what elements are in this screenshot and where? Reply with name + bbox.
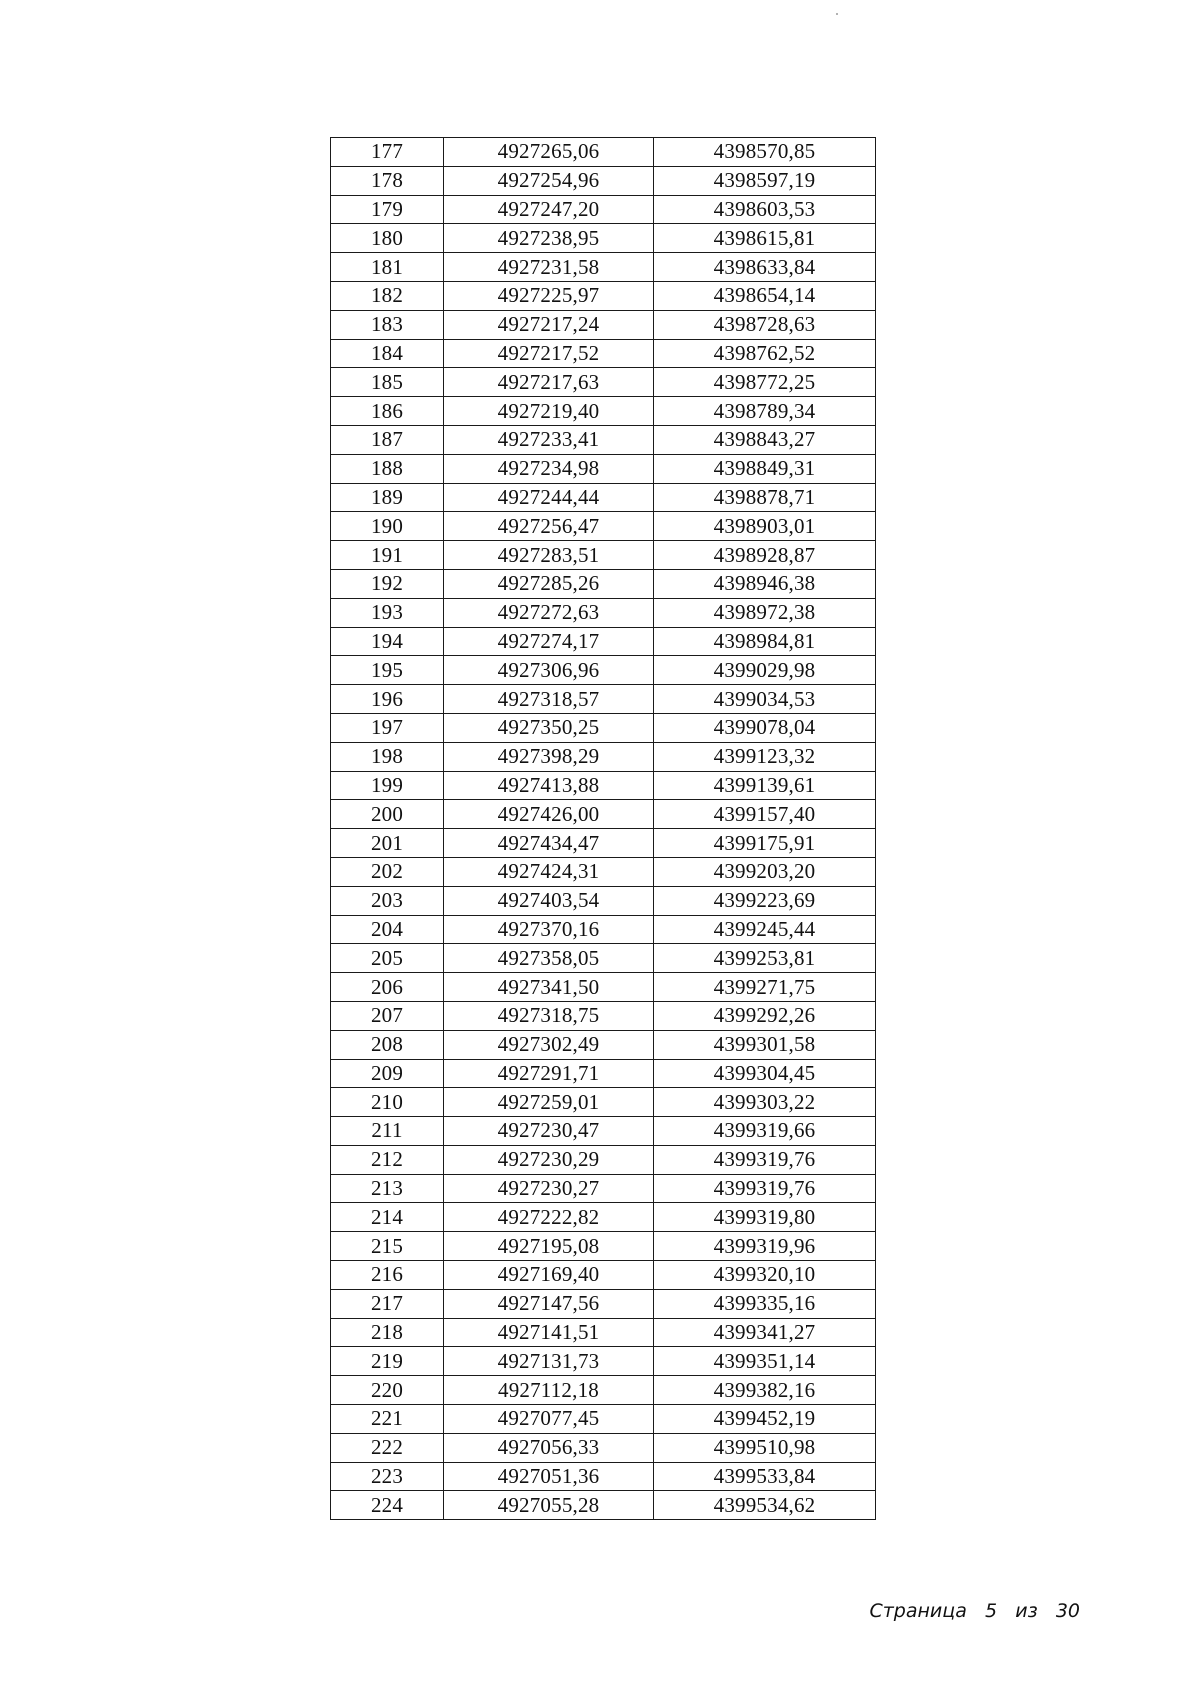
table-row [331, 253, 876, 282]
x-coordinate-cell: 4927398,29 [444, 742, 654, 771]
y-coordinate-cell: 4399533,84 [654, 1462, 876, 1491]
point-number-cell: 209 [331, 1059, 444, 1088]
table-row [331, 1030, 876, 1059]
y-coordinate-cell: 4399320,10 [654, 1261, 876, 1290]
y-coordinate-cell: 4399303,22 [654, 1088, 876, 1117]
y-coordinate-cell: 4399271,75 [654, 973, 876, 1002]
point-number-cell: 205 [331, 944, 444, 973]
x-coordinate-cell: 4927274,17 [444, 627, 654, 656]
x-coordinate-cell: 4927426,00 [444, 800, 654, 829]
table-row [331, 656, 876, 685]
y-coordinate-cell: 4399253,81 [654, 944, 876, 973]
table-row [331, 1491, 876, 1520]
y-coordinate-cell: 4398728,63 [654, 310, 876, 339]
point-number-cell: 217 [331, 1289, 444, 1318]
table-row [331, 713, 876, 742]
point-number-cell: 188 [331, 454, 444, 483]
point-number-cell: 211 [331, 1117, 444, 1146]
point-number-cell: 187 [331, 425, 444, 454]
table-row [331, 512, 876, 541]
table-row [331, 224, 876, 253]
y-coordinate-cell: 4399203,20 [654, 857, 876, 886]
point-number-cell: 179 [331, 195, 444, 224]
point-number-cell: 192 [331, 569, 444, 598]
x-coordinate-cell: 4927341,50 [444, 973, 654, 1002]
x-coordinate-cell: 4927195,08 [444, 1232, 654, 1261]
x-coordinate-cell: 4927231,58 [444, 253, 654, 282]
table-row [331, 483, 876, 512]
table-row [331, 195, 876, 224]
point-number-cell: 201 [331, 829, 444, 858]
y-coordinate-cell: 4398972,38 [654, 598, 876, 627]
y-coordinate-cell: 4399123,32 [654, 742, 876, 771]
y-coordinate-cell: 4398570,85 [654, 138, 876, 167]
table-row [331, 857, 876, 886]
y-coordinate-cell: 4399223,69 [654, 886, 876, 915]
x-coordinate-cell: 4927285,26 [444, 569, 654, 598]
y-coordinate-cell: 4398789,34 [654, 397, 876, 426]
point-number-cell: 183 [331, 310, 444, 339]
table-row [331, 598, 876, 627]
coordinates-table-body [331, 138, 876, 1520]
point-number-cell: 210 [331, 1088, 444, 1117]
point-number-cell: 220 [331, 1376, 444, 1405]
x-coordinate-cell: 4927256,47 [444, 512, 654, 541]
scan-speck [836, 13, 838, 15]
point-number-cell: 223 [331, 1462, 444, 1491]
table-row [331, 1232, 876, 1261]
x-coordinate-cell: 4927056,33 [444, 1433, 654, 1462]
y-coordinate-cell: 4399319,80 [654, 1203, 876, 1232]
table-row [331, 281, 876, 310]
y-coordinate-cell: 4398633,84 [654, 253, 876, 282]
page-label: Страница [869, 1600, 967, 1622]
point-number-cell: 212 [331, 1145, 444, 1174]
point-number-cell: 221 [331, 1405, 444, 1434]
table-row [331, 166, 876, 195]
table-row [331, 569, 876, 598]
y-coordinate-cell: 4399034,53 [654, 685, 876, 714]
x-coordinate-cell: 4927217,24 [444, 310, 654, 339]
table-row [331, 1376, 876, 1405]
point-number-cell: 194 [331, 627, 444, 656]
x-coordinate-cell: 4927238,95 [444, 224, 654, 253]
point-number-cell: 189 [331, 483, 444, 512]
point-number-cell: 193 [331, 598, 444, 627]
y-coordinate-cell: 4399157,40 [654, 800, 876, 829]
point-number-cell: 186 [331, 397, 444, 426]
y-coordinate-cell: 4398654,14 [654, 281, 876, 310]
y-coordinate-cell: 4398903,01 [654, 512, 876, 541]
table-row [331, 973, 876, 1002]
table-row [331, 1117, 876, 1146]
x-coordinate-cell: 4927318,57 [444, 685, 654, 714]
x-coordinate-cell: 4927141,51 [444, 1318, 654, 1347]
table-row [331, 886, 876, 915]
x-coordinate-cell: 4927283,51 [444, 541, 654, 570]
page-total: 30 [1055, 1600, 1080, 1622]
point-number-cell: 200 [331, 800, 444, 829]
x-coordinate-cell: 4927169,40 [444, 1261, 654, 1290]
point-number-cell: 180 [331, 224, 444, 253]
y-coordinate-cell: 4399078,04 [654, 713, 876, 742]
point-number-cell: 204 [331, 915, 444, 944]
y-coordinate-cell: 4399245,44 [654, 915, 876, 944]
x-coordinate-cell: 4927147,56 [444, 1289, 654, 1318]
table-row [331, 1145, 876, 1174]
x-coordinate-cell: 4927233,41 [444, 425, 654, 454]
table-row [331, 1203, 876, 1232]
x-coordinate-cell: 4927424,31 [444, 857, 654, 886]
point-number-cell: 196 [331, 685, 444, 714]
x-coordinate-cell: 4927403,54 [444, 886, 654, 915]
y-coordinate-cell: 4399029,98 [654, 656, 876, 685]
point-number-cell: 222 [331, 1433, 444, 1462]
table-row [331, 1059, 876, 1088]
point-number-cell: 195 [331, 656, 444, 685]
y-coordinate-cell: 4399335,16 [654, 1289, 876, 1318]
y-coordinate-cell: 4399319,96 [654, 1232, 876, 1261]
point-number-cell: 182 [331, 281, 444, 310]
x-coordinate-cell: 4927272,63 [444, 598, 654, 627]
y-coordinate-cell: 4399341,27 [654, 1318, 876, 1347]
y-coordinate-cell: 4398946,38 [654, 569, 876, 598]
point-number-cell: 191 [331, 541, 444, 570]
x-coordinate-cell: 4927413,88 [444, 771, 654, 800]
table-row [331, 1088, 876, 1117]
point-number-cell: 185 [331, 368, 444, 397]
table-row [331, 915, 876, 944]
x-coordinate-cell: 4927217,63 [444, 368, 654, 397]
table-row [331, 397, 876, 426]
point-number-cell: 184 [331, 339, 444, 368]
x-coordinate-cell: 4927219,40 [444, 397, 654, 426]
y-coordinate-cell: 4398597,19 [654, 166, 876, 195]
y-coordinate-cell: 4398615,81 [654, 224, 876, 253]
y-coordinate-cell: 4398772,25 [654, 368, 876, 397]
table-row [331, 771, 876, 800]
y-coordinate-cell: 4399319,66 [654, 1117, 876, 1146]
point-number-cell: 207 [331, 1001, 444, 1030]
x-coordinate-cell: 4927370,16 [444, 915, 654, 944]
x-coordinate-cell: 4927222,82 [444, 1203, 654, 1232]
table-row [331, 800, 876, 829]
x-coordinate-cell: 4927302,49 [444, 1030, 654, 1059]
y-coordinate-cell: 4399351,14 [654, 1347, 876, 1376]
x-coordinate-cell: 4927230,29 [444, 1145, 654, 1174]
point-number-cell: 197 [331, 713, 444, 742]
x-coordinate-cell: 4927244,44 [444, 483, 654, 512]
page-of-label: из [1015, 1600, 1038, 1622]
point-number-cell: 213 [331, 1174, 444, 1203]
x-coordinate-cell: 4927234,98 [444, 454, 654, 483]
y-coordinate-cell: 4399304,45 [654, 1059, 876, 1088]
x-coordinate-cell: 4927247,20 [444, 195, 654, 224]
x-coordinate-cell: 4927112,18 [444, 1376, 654, 1405]
x-coordinate-cell: 4927217,52 [444, 339, 654, 368]
point-number-cell: 216 [331, 1261, 444, 1290]
point-number-cell: 206 [331, 973, 444, 1002]
y-coordinate-cell: 4398984,81 [654, 627, 876, 656]
y-coordinate-cell: 4399534,62 [654, 1491, 876, 1520]
point-number-cell: 218 [331, 1318, 444, 1347]
point-number-cell: 198 [331, 742, 444, 771]
y-coordinate-cell: 4398762,52 [654, 339, 876, 368]
table-row [331, 541, 876, 570]
table-row [331, 1261, 876, 1290]
point-number-cell: 215 [331, 1232, 444, 1261]
point-number-cell: 214 [331, 1203, 444, 1232]
x-coordinate-cell: 4927318,75 [444, 1001, 654, 1030]
x-coordinate-cell: 4927291,71 [444, 1059, 654, 1088]
point-number-cell: 224 [331, 1491, 444, 1520]
y-coordinate-cell: 4399510,98 [654, 1433, 876, 1462]
table-row [331, 742, 876, 771]
x-coordinate-cell: 4927306,96 [444, 656, 654, 685]
point-number-cell: 177 [331, 138, 444, 167]
y-coordinate-cell: 4399175,91 [654, 829, 876, 858]
table-row [331, 310, 876, 339]
x-coordinate-cell: 4927230,47 [444, 1117, 654, 1146]
y-coordinate-cell: 4398878,71 [654, 483, 876, 512]
x-coordinate-cell: 4927254,96 [444, 166, 654, 195]
x-coordinate-cell: 4927077,45 [444, 1405, 654, 1434]
table-row [331, 339, 876, 368]
point-number-cell: 178 [331, 166, 444, 195]
table-row [331, 685, 876, 714]
y-coordinate-cell: 4398603,53 [654, 195, 876, 224]
point-number-cell: 203 [331, 886, 444, 915]
y-coordinate-cell: 4399452,19 [654, 1405, 876, 1434]
table-row [331, 1318, 876, 1347]
y-coordinate-cell: 4399301,58 [654, 1030, 876, 1059]
x-coordinate-cell: 4927434,47 [444, 829, 654, 858]
page-number: 5 [984, 1600, 998, 1622]
y-coordinate-cell: 4399292,26 [654, 1001, 876, 1030]
table-row [331, 1001, 876, 1030]
x-coordinate-cell: 4927265,06 [444, 138, 654, 167]
x-coordinate-cell: 4927055,28 [444, 1491, 654, 1520]
point-number-cell: 219 [331, 1347, 444, 1376]
table-row [331, 1462, 876, 1491]
table-row [331, 425, 876, 454]
y-coordinate-cell: 4398843,27 [654, 425, 876, 454]
point-number-cell: 199 [331, 771, 444, 800]
y-coordinate-cell: 4399382,16 [654, 1376, 876, 1405]
y-coordinate-cell: 4399319,76 [654, 1145, 876, 1174]
y-coordinate-cell: 4398928,87 [654, 541, 876, 570]
table-row [331, 1405, 876, 1434]
table-row [331, 368, 876, 397]
x-coordinate-cell: 4927358,05 [444, 944, 654, 973]
table-row [331, 1433, 876, 1462]
table-row [331, 944, 876, 973]
point-number-cell: 181 [331, 253, 444, 282]
point-number-cell: 208 [331, 1030, 444, 1059]
x-coordinate-cell: 4927350,25 [444, 713, 654, 742]
table-row [331, 138, 876, 167]
x-coordinate-cell: 4927131,73 [444, 1347, 654, 1376]
x-coordinate-cell: 4927051,36 [444, 1462, 654, 1491]
y-coordinate-cell: 4399319,76 [654, 1174, 876, 1203]
table-row [331, 1174, 876, 1203]
table-row [331, 627, 876, 656]
table-row [331, 454, 876, 483]
x-coordinate-cell: 4927230,27 [444, 1174, 654, 1203]
table-row [331, 1347, 876, 1376]
table-row [331, 1289, 876, 1318]
page-footer [869, 1600, 1080, 1622]
y-coordinate-cell: 4398849,31 [654, 454, 876, 483]
y-coordinate-cell: 4399139,61 [654, 771, 876, 800]
point-number-cell: 190 [331, 512, 444, 541]
table-row [331, 829, 876, 858]
coordinates-table [330, 137, 876, 1520]
point-number-cell: 202 [331, 857, 444, 886]
x-coordinate-cell: 4927225,97 [444, 281, 654, 310]
x-coordinate-cell: 4927259,01 [444, 1088, 654, 1117]
